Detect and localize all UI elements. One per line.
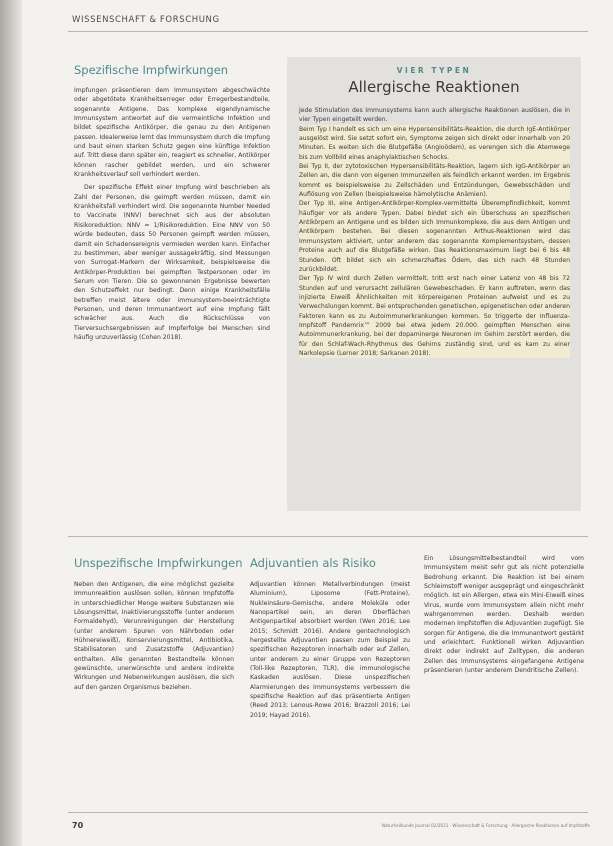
box-text bbox=[299, 106, 570, 358]
page-spine bbox=[0, 0, 22, 846]
box-paragraph: Jede Stimulation des Immunsystems kann auch allergische Reaktionen auslösen, die in vier Typen eingeteilt werden. bbox=[299, 107, 570, 124]
box-paragraph-type2: Bei Typ II, der zytotoxischen Hypersensibilitäts-Reaktion, lagern sich IgG-Antikörper an Zellen an, die dann von eigenen Immunzellen als feindlich erkannt werden. Im Ergebnis kommt es beispielsweise zu Zellschäden und Entzündungen, Gewebsschäden und Auflösung von Zellen (beispielsweise hämolytische Anämien). bbox=[299, 163, 570, 199]
col1-heading: Spezifische Impfwirkungen bbox=[74, 63, 229, 77]
col-c-text bbox=[424, 554, 584, 675]
col-a-heading: Unspezifische Impfwirkungen bbox=[74, 556, 243, 570]
page-number: 70 bbox=[72, 821, 84, 830]
section-label: WISSENSCHAFT & FORSCHUNG bbox=[72, 15, 220, 25]
box-paragraph-type1: Beim Typ I handelt es sich um eine Hypersensibilitäts-Reaktion, die durch IgE-Antikörper ausgelöst wird. Sie setzt sofort ein, Symptome zeigen sich direkt oder innerhalb von 20 Minuten. Es weiten sich die Blutgefäße (Angioödem), es verengen sich die Atemwege bis zum Vollbild eines anaphylaktischen Schocks. bbox=[299, 125, 570, 161]
col-a-text bbox=[74, 580, 234, 692]
col1-paragraph: Impfungen präsentieren dem Immunsystem abgeschwächte oder abgetötete Krankheitserreger oder Erregerbestandteile, sogenannte Antigene. Das komplexe eigendynamische Immunsystem antwortet auf die vermeintliche Infektion und bildet spezifische Antikörper, die genau zu den Antigenen passen. Idealerweise lernt das Immunsystem durch die Impfung und baut einen starken Schutz gegen eine künftige Infektion auf. Tritt diese dann später ein, reagiert es schneller, Antikörper können rascher gebildet werden, und ein schwerer Krankheitsverlauf soll verhindert werden. bbox=[74, 87, 270, 179]
col-b-heading: Adjuvantien als Risiko bbox=[250, 556, 376, 570]
info-box bbox=[287, 57, 581, 511]
box-paragraph-type3: Der Typ III, eine Antigen-Antikörper-Komplex-vermittelte Überempfindlichkeit, kommt häufiger vor als andere Typen. Dabei bindet sich ein Überschuss an spezifischen Antikörpern an Antigene und es bilden sich Immunkomplexe, die aus dem Antigen und Antikörpern bestehen. Bei diesen sogenannten Arthus-Reaktionen wird das Immunsystem aktiviert, unter anderem das sogenannte Komplementsystem, dessen Proteine auch auf die Blutgefäße wirken. Das Reaktionsmaximum liegt bei 6 bis 48 Stunden. Oft bildet sich ein schmerzhaftes Ödem, das sich nach 48 Stunden zurückbildet. bbox=[299, 200, 570, 273]
col1-text bbox=[74, 86, 270, 342]
col1-paragraph: Der spezifische Effekt einer Impfung wird beschrieben als Zahl der Personen, die geimpft werden müssen, damit ein Krankheitsfall verhindert wird. Die sogenannte Number Needed to Vaccinate (NNV) berechnet sich aus der absoluten Risikoreduktion: NNV = 1/Risikoreduktion. Eine NNV von 50 würde bedeuten, dass 50 Personen geimpft werden müssen, damit ein Schadensereignis vermieden werden kann. Einfacher zu bestimmen, aber weniger aussagekräftig, sind Messungen von Surrogat-Markern der Wirksamkeit, beispielsweise die Antikörper-Produktion bei geimpften Testpersonen oder im Serum von Tieren. Die so gewonnenen Ergebnisse bewerten den Schutzeffekt nur bedingt. Denn einige Krankheitsfälle betreffen meist ältere oder immunsystem-beeinträchtigte Personen, und deren Immunantwort auf eine Impfung fällt schwächer aus. Auch die Rückschlüsse von Tierversuchsergebnissen auf Impferfolge bei Menschen sind häufig unzuverlässig (Cohen 2018). bbox=[74, 184, 270, 341]
box-paragraph-type4: Der Typ IV wird durch Zellen vermittelt, tritt erst nach einer Latenz von 48 bis 72 Stunden auf und verursacht zellulären Gewebeschaden. Er kann auftreten, wenn das injizierte Eiweiß Ähnlichkeiten mit körpereigenen Proteinen aufweist und es zu Verwechslungen kommt. Bei entsprechenden genetischen, epigenetischen oder anderen Faktoren kann es zu Autoimmunerkrankungen kommen. So triggerte der Influenza-Impfstoff Pandemrix™ 2009 bei etwa jedem 20.000. geimpften Menschen eine Autoimmunerkrankung, bei der dopaminerge Neuronen im Gehirn zerstört werden, die für den Schlaf-Wach-Rhythmus des Gehirns zuständig sind, und es kam zu einer Narkolepsie (Lerner 2018; Sarkanen 2018). bbox=[299, 275, 570, 357]
middle-rule bbox=[68, 536, 588, 537]
page-footer: Naturheilkunde Journal 02/2021 · Wissenschaft & Forschung · Allergische Reaktionen auf Impfstoffe bbox=[381, 823, 590, 828]
col-c-paragraph: Ein Lösungsmittelbestandteil wird vom Immunsystem meist sehr gut als nicht potenzielle Bedrohung erkannt. Die Reaktion ist bei einem Schleimstoff weniger ausgeprägt und eingeschränkt möglich. Ist ein Allergen, etwa ein Mini-Eiweiß eines Virus, wurde vom Immunsystem allein nicht mehr wahrgenommen werden. Deshalb werden modernen Impfstoffen die Adjuvantien zugefügt. Sie sorgen für Antigene, die die Immunantwort gestärkt und erleichtert. Funktionell wirken Adjuvantien direkt oder indirekt auf Zelltypen, die anderen Zellen des Immunsystems eingefangene Antigene präsentieren (unter anderem Dendritische Zellen). bbox=[424, 555, 584, 675]
box-title: Allergische Reaktionen bbox=[348, 78, 520, 96]
col-b-paragraph: Adjuvantien können Metallverbindungen (meist Aluminium), Liposome (Fett-Proteine), Nukleinsäure-Gemische, andere Moleküle oder Nanopartikel sein, an deren Oberflächen Antigenpartikel absorbiert werden (Wen 2016; Lee 2015; Schmidt 2016). Andere gentechnologisch hergestellte Adjuvantien passen zum Beispiel zu spezifischen Rezeptoren innerhalb oder auf Zellen, unter anderem zu einer Gruppe von Rezeptoren (Toll-like Rezeptoren, TLR), die immunologische Kaskaden auslösen. Diese unspezifischen Alarmierungen des Immunsystems verbessern die spezifische Reaktion auf das präsentierte Antigen (Reed 2013; Lenous-Rowe 2016; Brazzoli 2016; Lei 2019; Hayad 2016). bbox=[250, 581, 410, 719]
col-b-text bbox=[250, 580, 410, 720]
bottom-rule bbox=[68, 812, 588, 813]
col-a-paragraph: Neben den Antigenen, die eine möglichst gezielte Immunreaktion auslösen sollen, können Impfstoffe in unterschiedlicher Menge weitere Substanzen wie Lösungsmittel, Inaktivierungsstoffe (unter anderem Formaldehyd), Verunreinigungen der Herstellung (unter anderem Spuren von Nährboden oder Hühnereiweiß), Konservierungsmittel, Antibiotika, Stabilisatoren und Zusatzstoffe (Adjuvantien) enthalten. Alle genannten Bestandteile können gewünschte, unerwünschte und andere indirekte Wirkungen und Nebenwirkungen auslösen, die sich auf den ganzen Organismus beziehen. bbox=[74, 581, 234, 691]
top-rule bbox=[68, 31, 588, 32]
box-tag: VIER TYPEN bbox=[396, 66, 472, 75]
